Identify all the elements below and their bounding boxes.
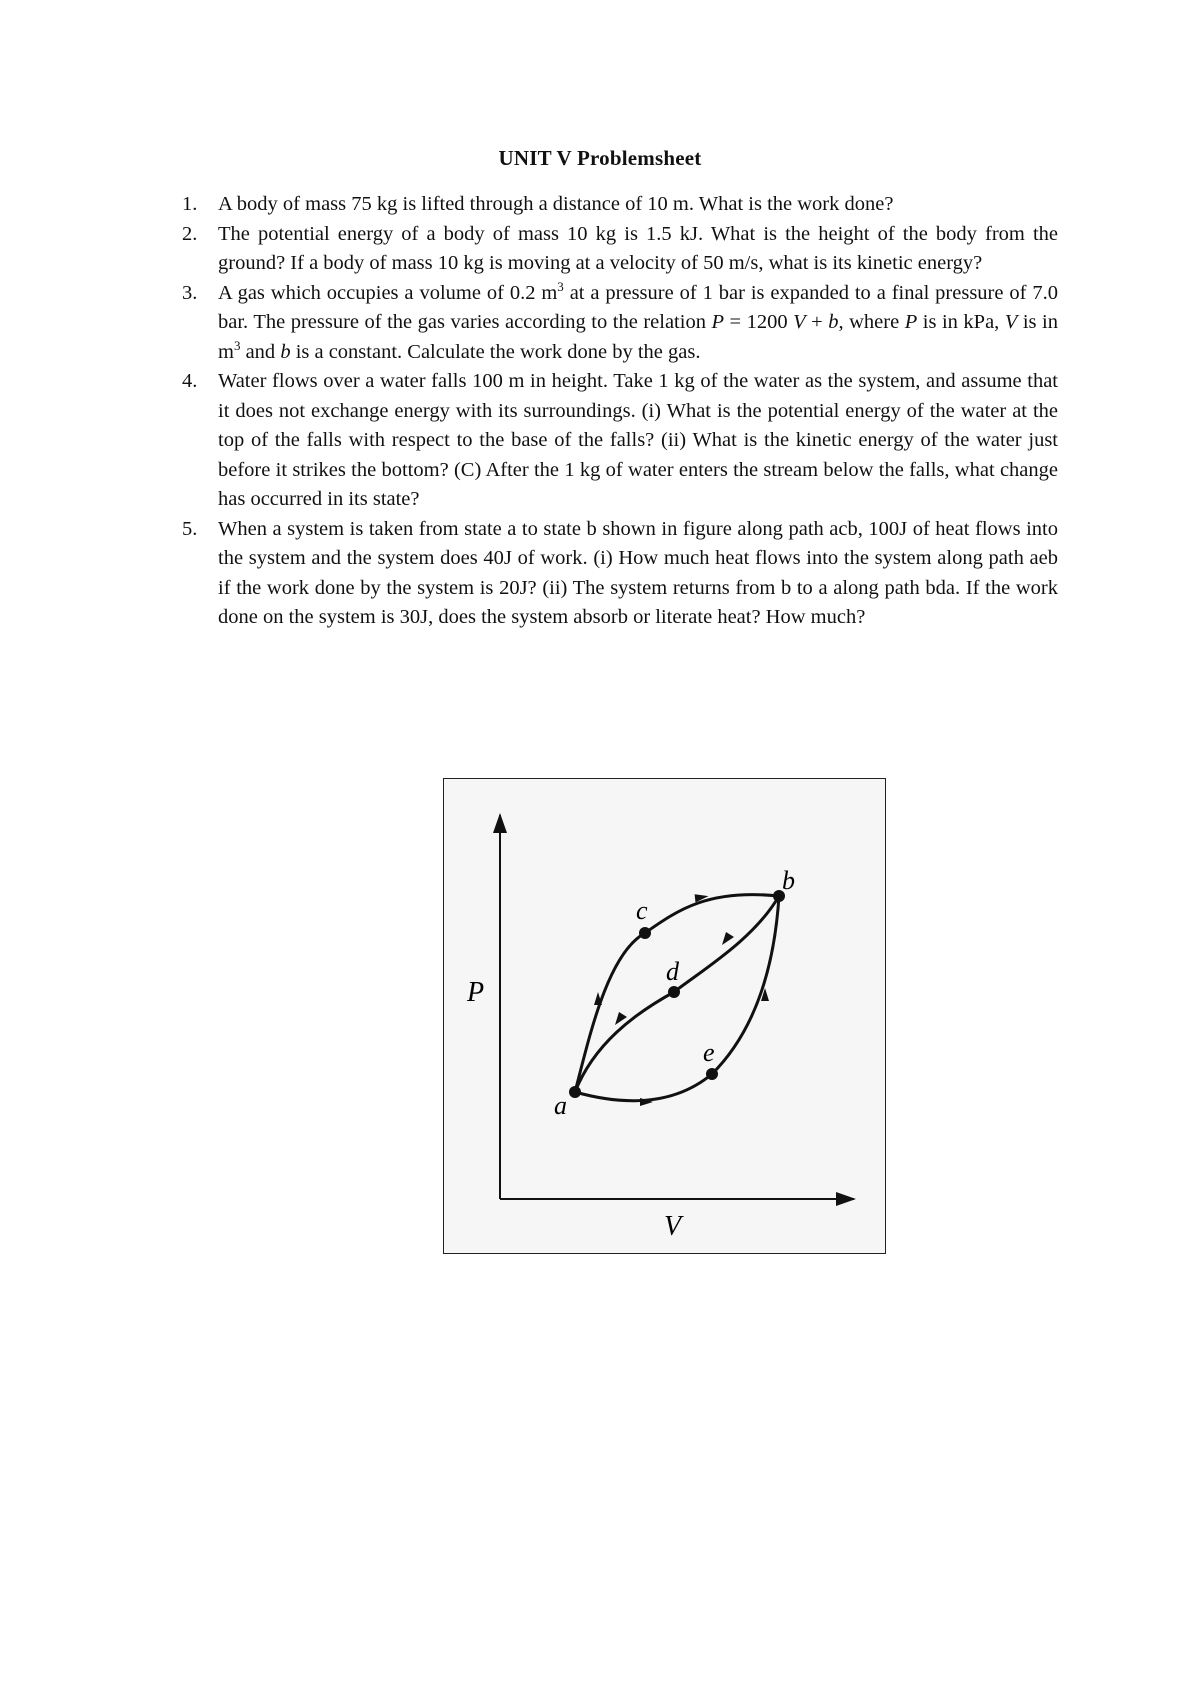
state-point-c bbox=[639, 927, 651, 939]
problem-item-1 bbox=[182, 190, 1058, 220]
problem-number: 2. bbox=[182, 222, 198, 245]
point-label-e: e bbox=[703, 1038, 715, 1067]
problem-number: 1. bbox=[182, 193, 198, 215]
problem-number: 5. bbox=[182, 517, 198, 540]
problem-list bbox=[182, 190, 1058, 633]
y-axis-label: P bbox=[467, 977, 485, 1008]
page-title: UNIT V Problemsheet bbox=[498, 146, 702, 170]
path-aeb bbox=[575, 896, 779, 1101]
problem-text: A body of mass 75 kg is lifted through a distance of 10 m. What is the work done? bbox=[218, 193, 894, 215]
state-point-d bbox=[668, 986, 680, 998]
problem-number: 3. bbox=[182, 281, 198, 304]
problem-item-4 bbox=[182, 367, 1058, 515]
problem-text: The potential energy of a body of mass 10 kg is 1.5 kJ. What is the height of the body from the ground? If a body of mass 10 kg is moving at a velocity of 50 m/s, what is its kinetic energy? bbox=[218, 222, 1058, 274]
pv-diagram bbox=[444, 779, 887, 1255]
point-label-b: b bbox=[782, 866, 795, 895]
arrow-head bbox=[722, 932, 734, 945]
problem-number: 4. bbox=[182, 370, 198, 392]
pv-diagram-figure bbox=[443, 778, 886, 1254]
problem-text: When a system is taken from state a to state b shown in figure along path acb, 100J of heat flows into the system and the system does 40J of work. (i) How much heat flows into the system along path aeb if the work done by the system is 20J? (ii) The system returns from b to a along path bda. If the work done on the system is 30J, does the system absorb or literate heat? How much? bbox=[218, 517, 1058, 628]
problem-item-2 bbox=[182, 220, 1058, 279]
problem-item-5 bbox=[182, 515, 1058, 633]
point-label-d: d bbox=[666, 957, 679, 986]
problem-text: A gas which occupies a volume of 0.2 $m^3$ at a pressure of 1 bar is expanded to a final pressure of 7.0 bar. The pressure of the gas varies according to the relation P = 1200 V + b, where P is in kPa, V is in $m^3$ and b is a constant. Calculate the work done by the gas. bbox=[218, 278, 1058, 363]
x-axis-label: V bbox=[664, 1211, 682, 1242]
state-point-e bbox=[706, 1068, 718, 1080]
point-label-a: a bbox=[554, 1091, 567, 1120]
problem-text: Water flows over a water falls 100 m in height. Take 1 kg of the water as the system, and assume that it does not exchange energy with its surroundings. (i) What is the potential energy of the water at the top of the falls with respect to the base of the falls? (ii) What is the kinetic energy of the water just before it strikes the bottom? (C) After the 1 kg of water enters the stream below the falls, what change has occurred in its state? bbox=[218, 370, 1058, 510]
state-point-a bbox=[569, 1086, 581, 1098]
problem-item-3 bbox=[182, 278, 1058, 368]
point-label-c: c bbox=[636, 896, 648, 925]
